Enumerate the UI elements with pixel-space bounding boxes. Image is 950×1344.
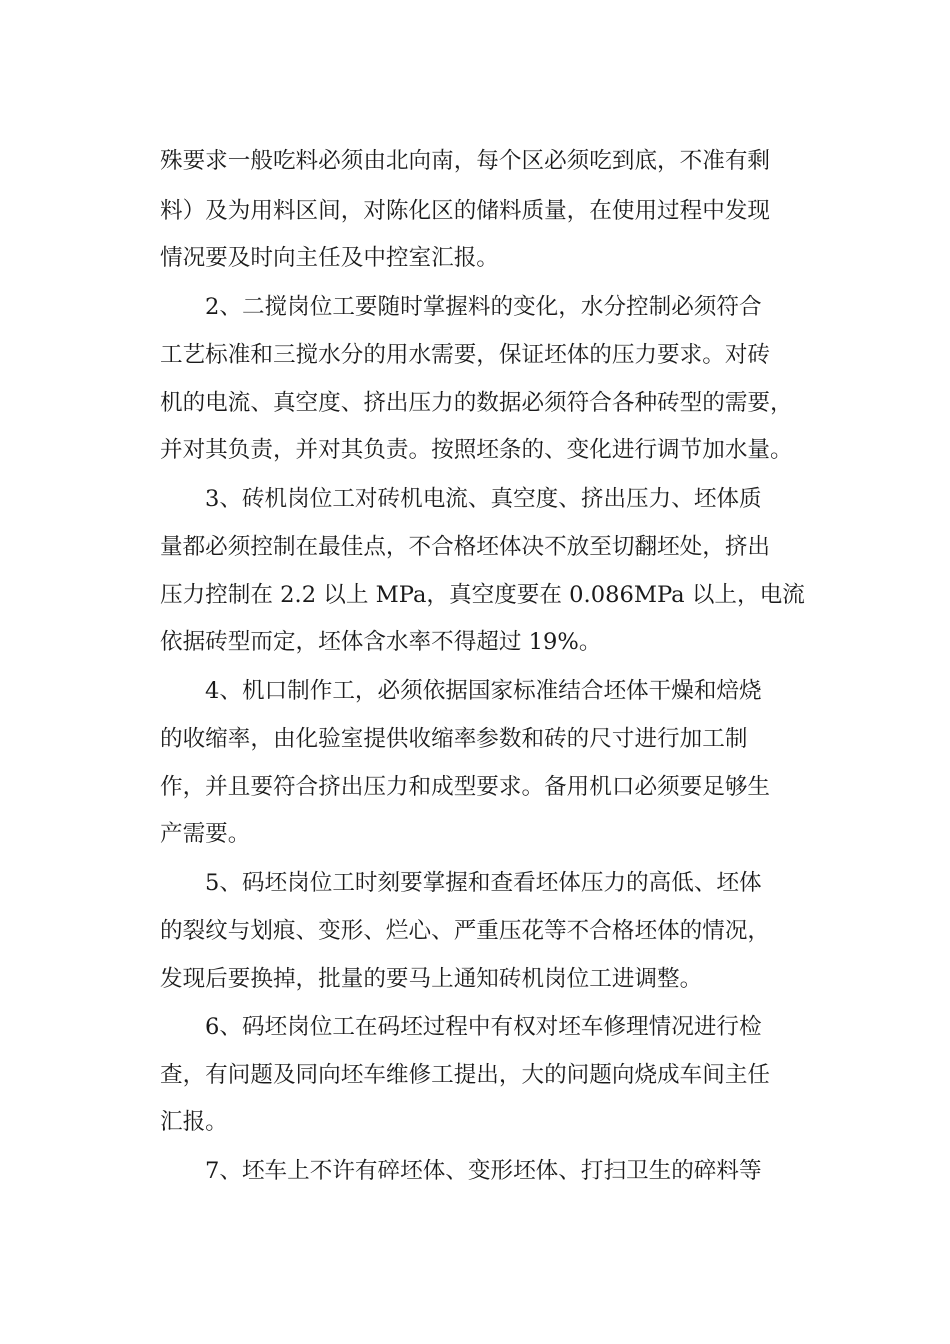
paragraph-line: 产需要。 [160,821,251,847]
paragraph-line: 压力控制在 2.2 以上 MPa，真空度要在 0.086MPa 以上，电流 [160,582,805,608]
paragraph-line: 量都必须控制在最佳点，不合格坯体决不放至切翻坯处，挤出 [160,534,771,560]
document-body [160,140,840,1240]
paragraph-line: 依据砖型而定，坯体含水率不得超过 19%。 [160,629,602,655]
paragraph-first-line: 4、机口制作工，必须依据国家标准结合坯体干燥和焙烧 [205,678,762,704]
paragraph-first-line: 3、砖机岗位工对砖机电流、真空度、挤出压力、坯体质 [205,486,762,512]
paragraph-line: 并对其负责，并对其负责。按照坯条的、变化进行调节加水量。 [160,437,793,463]
paragraph-line: 的收缩率，由化验室提供收缩率参数和砖的尺寸进行加工制 [160,726,748,752]
paragraph-first-line: 7、坯车上不许有碎坯体、变形坯体、打扫卫生的碎料等 [205,1158,762,1184]
paragraph-line: 发现后要换掉，批量的要马上通知砖机岗位工进调整。 [160,966,703,992]
paragraph-line: 查，有问题及同向坯车维修工提出，大的问题向烧成车间主任 [160,1062,771,1088]
paragraph-first-line: 6、码坯岗位工在码坯过程中有权对坯车修理情况进行检 [205,1014,762,1040]
paragraph-line: 的裂纹与划痕、变形、烂心、严重压花等不合格坯体的情况， [160,918,771,944]
paragraph-line: 工艺标准和三搅水分的用水需要，保证坯体的压力要求。对砖 [160,342,771,368]
paragraph-line: 殊要求一般吃料必须由北向南，每个区必须吃到底，不准有剩 [160,148,771,174]
paragraph-line: 作，并且要符合挤出压力和成型要求。备用机口必须要足够生 [160,774,771,800]
paragraph-first-line: 5、码坯岗位工时刻要掌握和查看坯体压力的高低、坯体 [205,870,762,896]
paragraph-line: 汇报。 [160,1109,228,1135]
paragraph-line: 料）及为用料区间，对陈化区的储料质量，在使用过程中发现 [160,198,771,224]
paragraph-line: 情况要及时向主任及中控室汇报。 [160,245,499,271]
paragraph-first-line: 2、二搅岗位工要随时掌握料的变化，水分控制必须符合 [205,294,762,320]
paragraph-line: 机的电流、真空度、挤出压力的数据必须符合各种砖型的需要， [160,390,793,416]
